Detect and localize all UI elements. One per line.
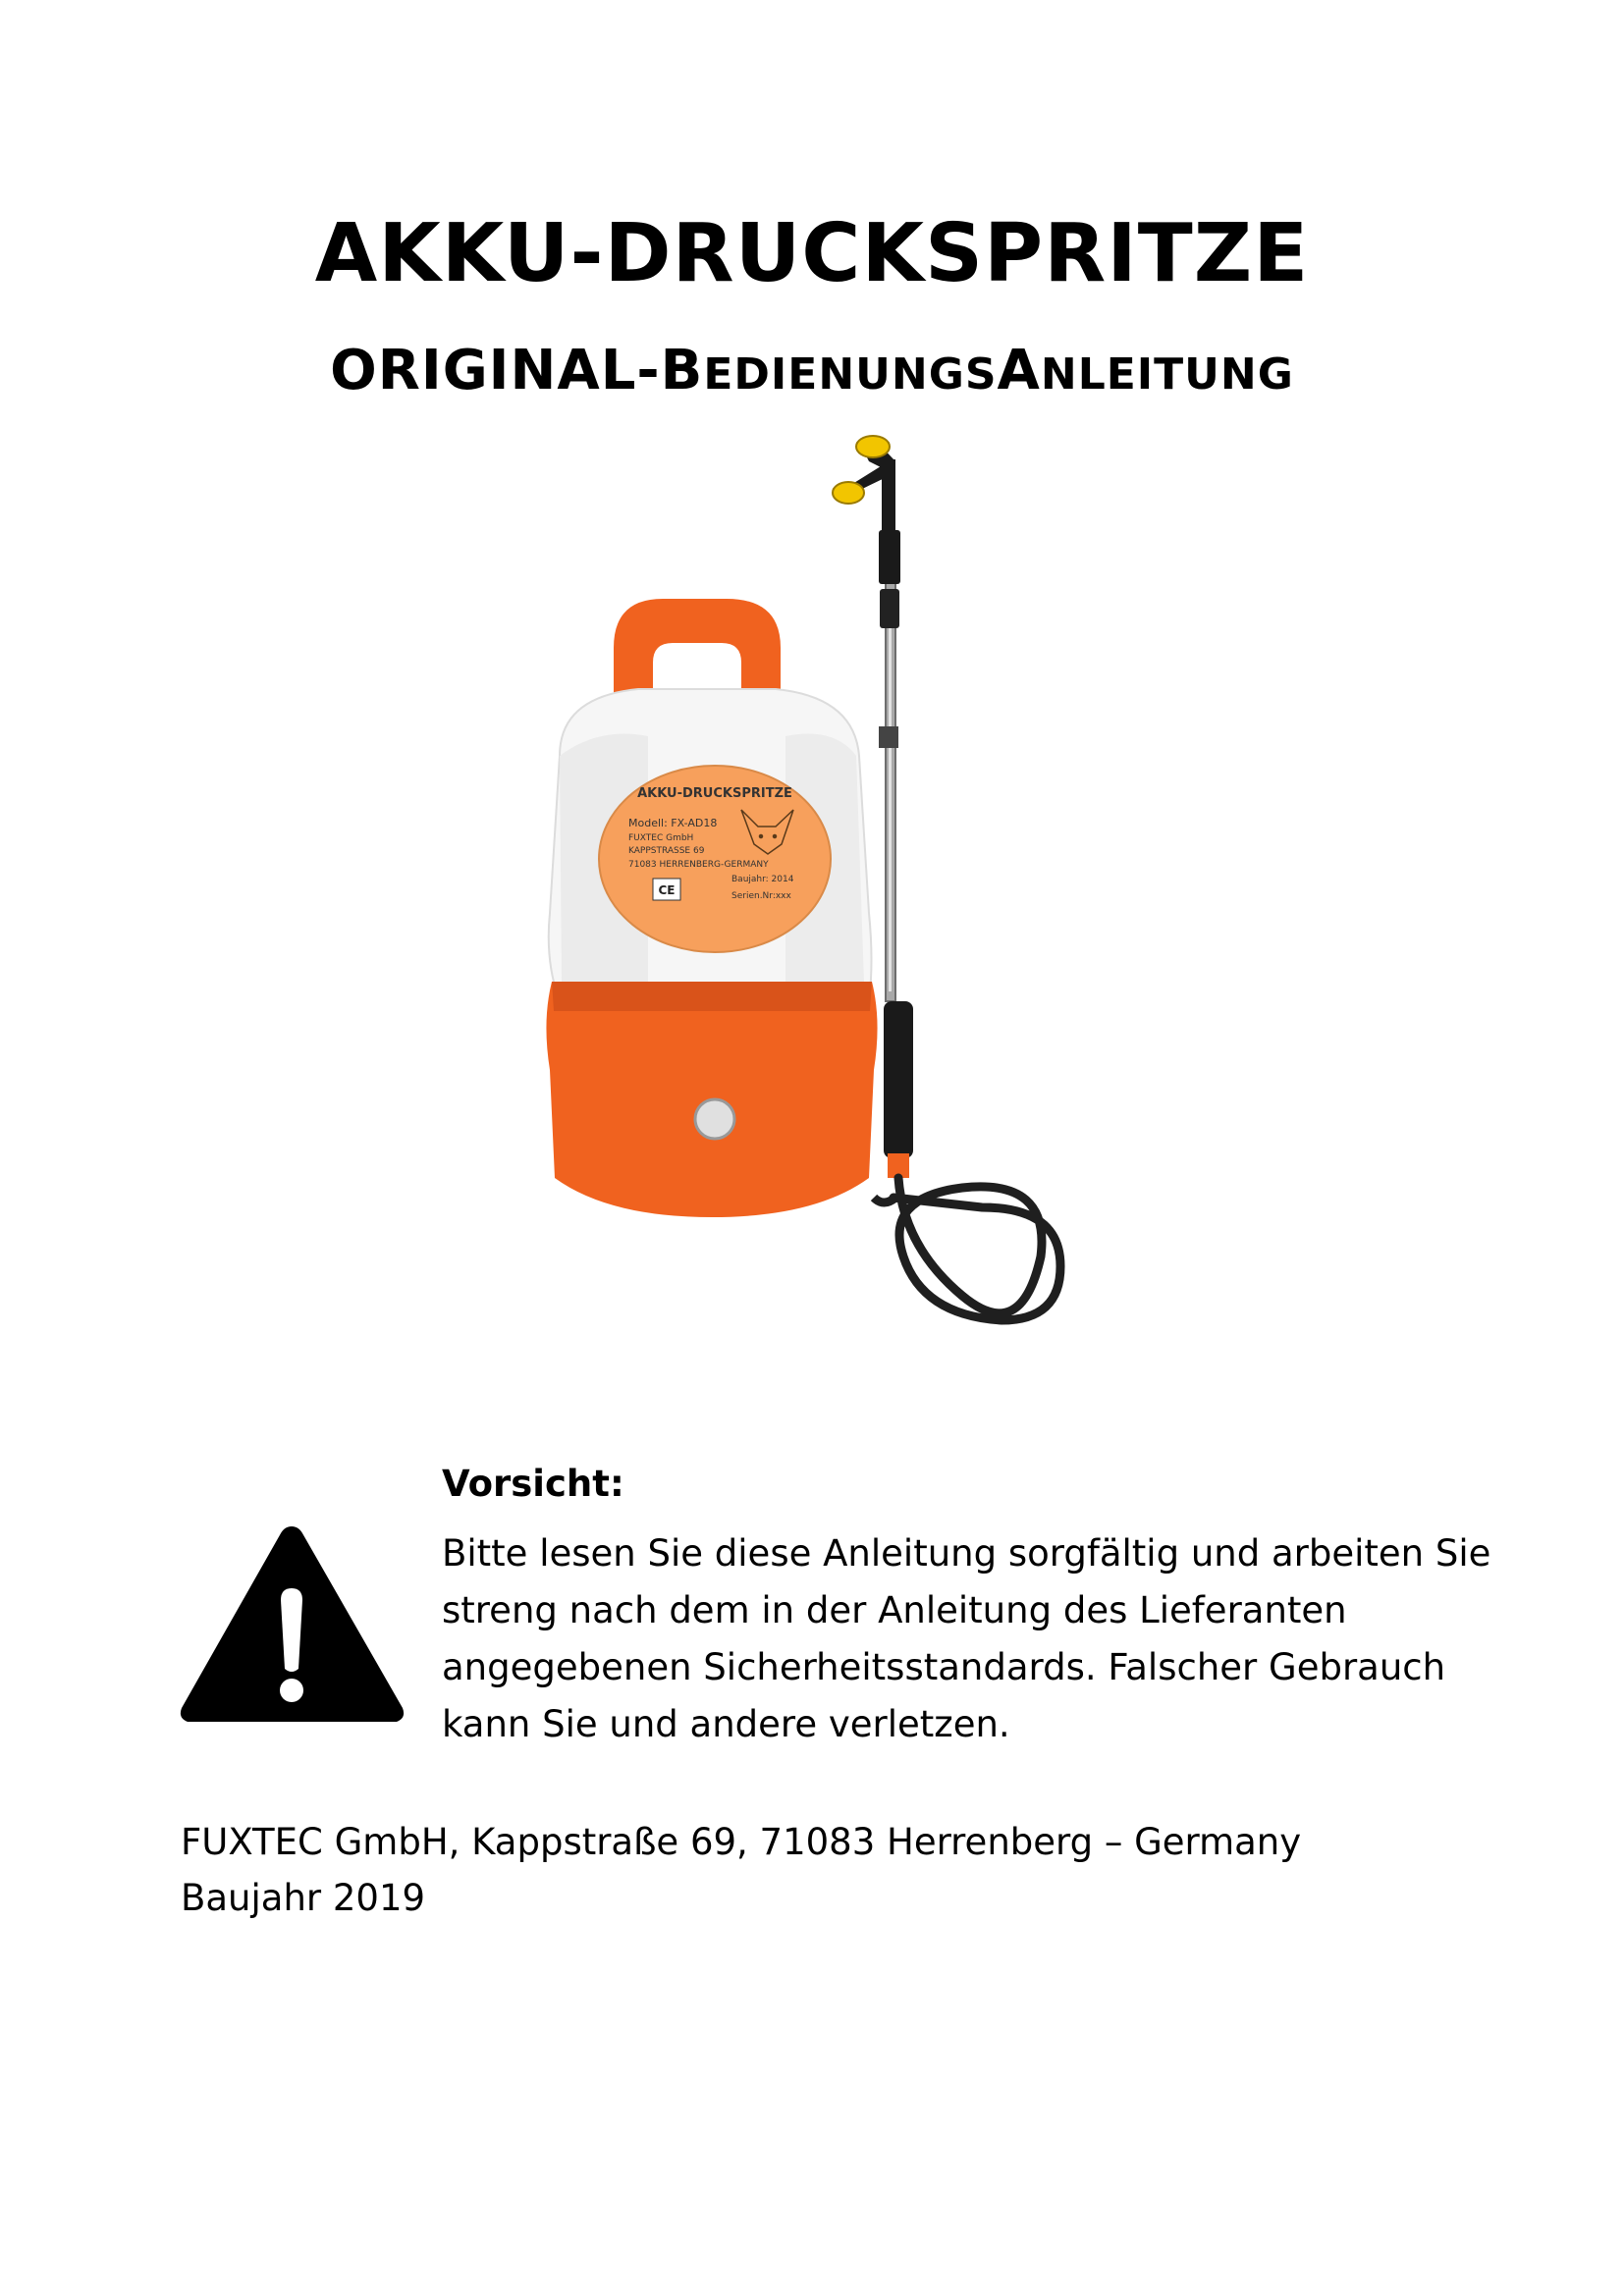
caution-block: [442, 1463, 1502, 1753]
label-model: Modell: FX-AD18: [628, 817, 718, 829]
document-title: AKKU-DRUCKSPRITZE: [314, 207, 1310, 300]
spray-handle-grip: [884, 1001, 913, 1158]
subtitle-part-3: A: [997, 339, 1041, 402]
footer-address: FUXTEC GmbH, Kappstraße 69, 71083 Herrenberg – Germany: [181, 1821, 1302, 1863]
label-heading: AKKU-DRUCKSPRITZE: [637, 786, 792, 801]
footer: [181, 1814, 1301, 1926]
warning-triangle-icon: [177, 1522, 407, 1728]
spray-nozzle: [833, 436, 900, 628]
product-image-sprayer: [491, 432, 1159, 1414]
subtitle-part-2: EDIENUNGS: [703, 349, 998, 400]
label-ce-mark: CE: [658, 883, 676, 897]
label-street: KAPPSTRASSE 69: [628, 846, 705, 856]
caution-text: Bitte lesen Sie diese Anleitung sorgfältig und arbeiten Sie streng nach dem in der Anleitung des Lieferanten angegebenen Sicherheitsstandards. Falscher Gebrauch kann Sie und andere verletzen.: [442, 1532, 1491, 1746]
document-subtitle: [0, 339, 1624, 402]
label-city: 71083 HERRENBERG-GERMANY: [628, 860, 769, 870]
label-company: FUXTEC GmbH: [628, 833, 694, 843]
subtitle-part-4: NLEITUNG: [1040, 349, 1294, 400]
footer-year: Baujahr 2019: [181, 1877, 426, 1919]
subtitle-part-1: ORIGINAL-B: [330, 339, 704, 402]
pressure-gauge: [695, 1099, 734, 1139]
label-serial: Serien.Nr:xxx: [731, 891, 791, 901]
caution-title: Vorsicht:: [442, 1463, 624, 1505]
spray-hose: [893, 1178, 1060, 1320]
lance-clip: [879, 726, 898, 748]
label-year: Baujahr: 2014: [731, 875, 794, 884]
